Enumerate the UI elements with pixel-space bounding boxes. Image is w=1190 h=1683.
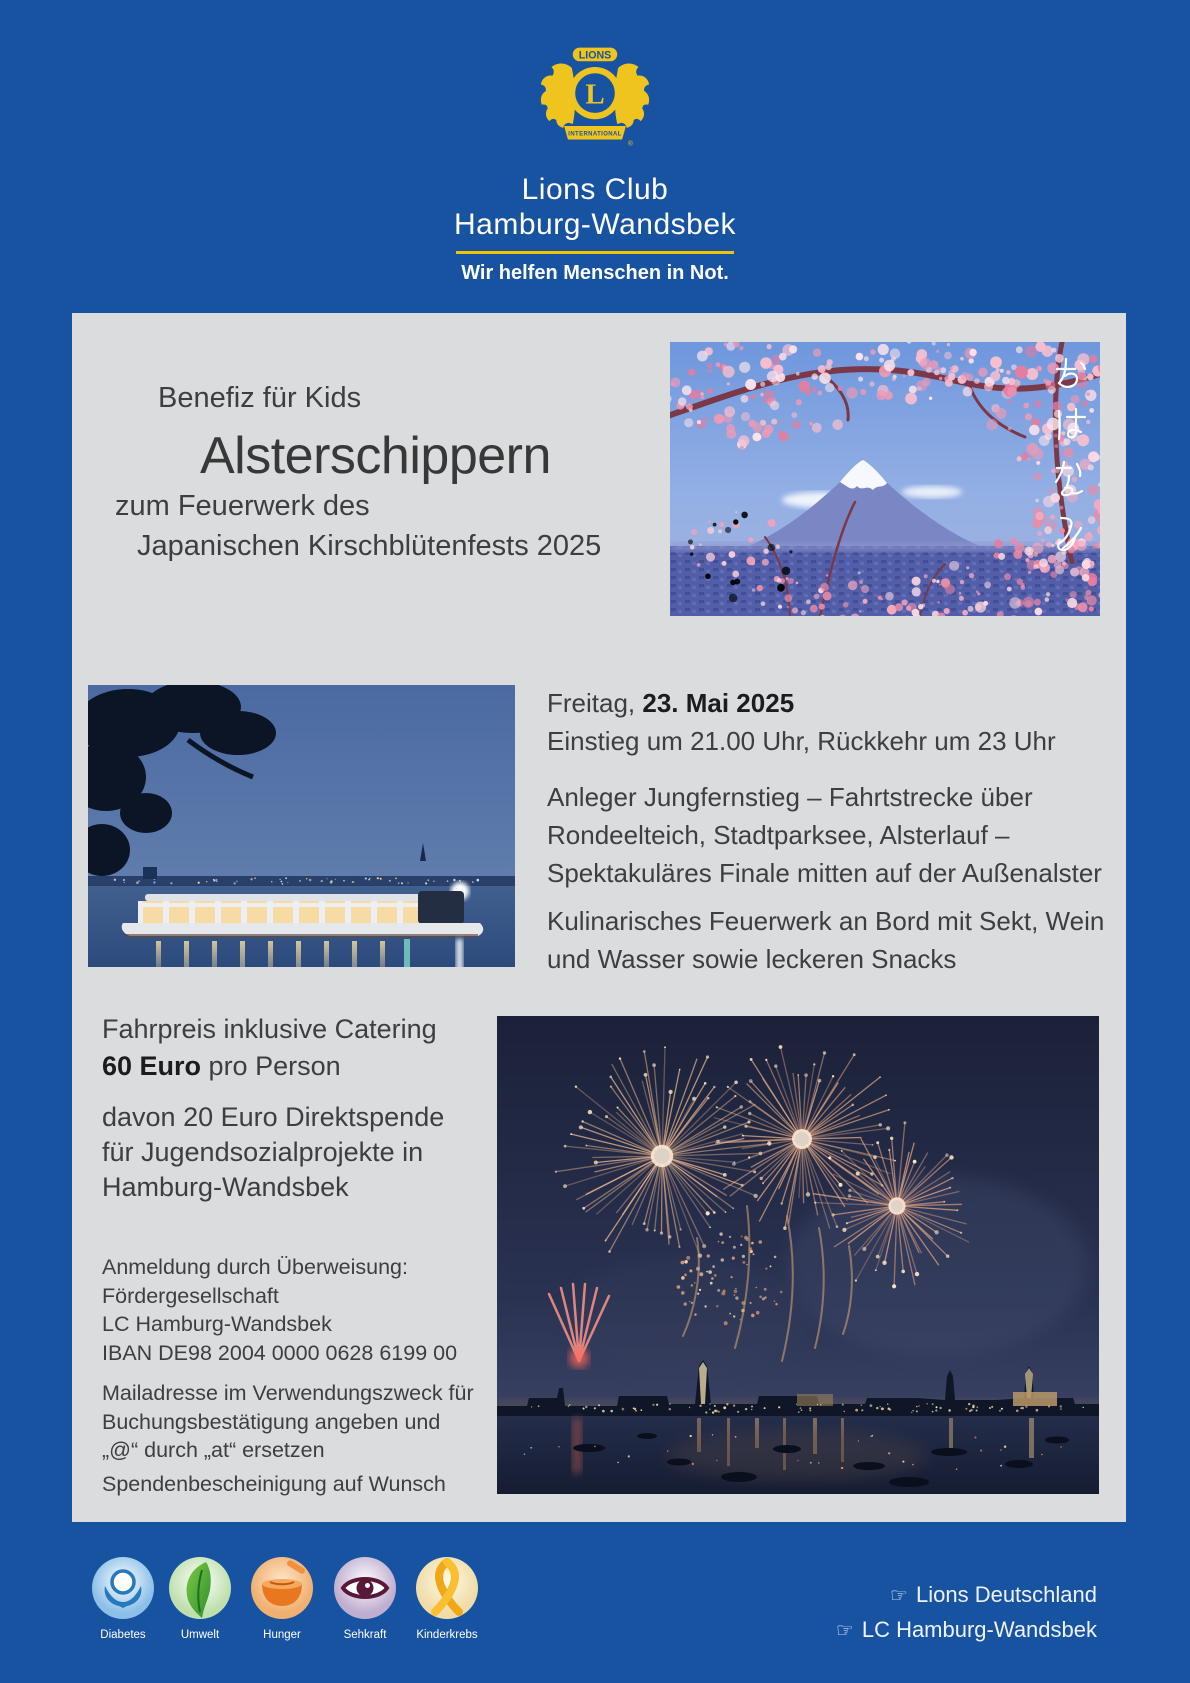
price-amount: 60 Euro pro Person [102,1051,341,1081]
event-time: Einstieg um 21.00 Uhr, Rückkehr um 23 Uhr [547,726,1056,756]
lions-international-logo-icon [537,42,653,150]
event-date: Freitag, 23. Mai 2025 [547,688,795,718]
event-route: Anleger Jungfernstieg – Fahrtstrecke über Rondeelteich, Stadtparksee, Alsterlauf – Spektakuläres Finale mitten auf der Außenalster [547,782,1102,888]
subtitle-line1: zum Feuerwerk des [115,490,370,522]
fuji-cherry-blossom-photo [670,342,1100,616]
donation-receipt-note: Spendenbescheinigung auf Wunsch [102,1471,446,1496]
fireworks-photo [497,1016,1099,1494]
footer-links [836,1578,1097,1648]
cause-label: Diabetes [100,1629,146,1641]
pointing-hand-icon: ☞ [890,1585,908,1607]
event-catering: Kulinarisches Feuerwerk an Bord mit Sekt, Wein und Wasser sowie leckeren Snacks [547,906,1105,974]
environment-leaf-icon [168,1556,232,1620]
hunger-bowl-icon [250,1556,314,1620]
vision-eye-icon [333,1556,397,1620]
diabetes-hands-icon [91,1556,155,1620]
donation-note: davon 20 Euro Direktspende für Jugendsozialprojekte in Hamburg-Wandsbek [102,1102,445,1202]
alster-boat-photo [88,685,515,967]
registration [102,1253,552,1498]
event-details [547,684,1122,978]
link-lions-deutschland[interactable]: ☞ Lions Deutschland [890,1582,1097,1607]
club-name-line2: Hamburg-Wandsbek [454,208,736,241]
motto: Wir helfen Menschen in Not. [461,262,729,284]
cause-label: Kinderkrebs [416,1629,478,1641]
kicker: Benefiz für Kids [158,382,362,414]
svg-text:LIONS: LIONS [578,49,612,62]
cause-label: Hunger [263,1629,301,1641]
club-name [0,172,1190,242]
childhood-cancer-ribbon-icon [415,1556,479,1620]
club-name-line1: Lions Club [521,173,669,206]
link-lc-hamburg-wandsbek[interactable]: ☞ LC Hamburg-Wandsbek [835,1617,1097,1642]
price-intro: Fahrpreis inklusive Catering [102,1014,437,1044]
event-title: Alsterschippern [200,427,551,485]
svg-text:®: ® [627,140,633,148]
iban: IBAN DE98 2004 0000 0628 6199 00 [102,1340,458,1365]
pointing-hand-icon: ☞ [835,1620,854,1642]
subtitle-line2: Japanischen Kirschblütenfests 2025 [137,530,602,562]
cause-label: Sehkraft [343,1629,387,1641]
mail-instructions: Mailadresse im Verwendungszweck für Buchungsbestätigung angeben und „@“ durch „at“ ersetzen [102,1381,474,1462]
pricing [102,1011,512,1205]
content-panel [72,313,1126,1522]
yellow-divider [456,251,734,254]
svg-text:INTERNATIONAL: INTERNATIONAL [568,131,622,138]
cause-label: Umwelt [180,1629,220,1641]
svg-text:L: L [585,78,605,111]
bank-transfer-details: Anmeldung durch Überweisung: Fördergesellschaft LC Hamburg-Wandsbek IBAN DE98 2004 0000 0628 6199 00 [102,1253,552,1367]
